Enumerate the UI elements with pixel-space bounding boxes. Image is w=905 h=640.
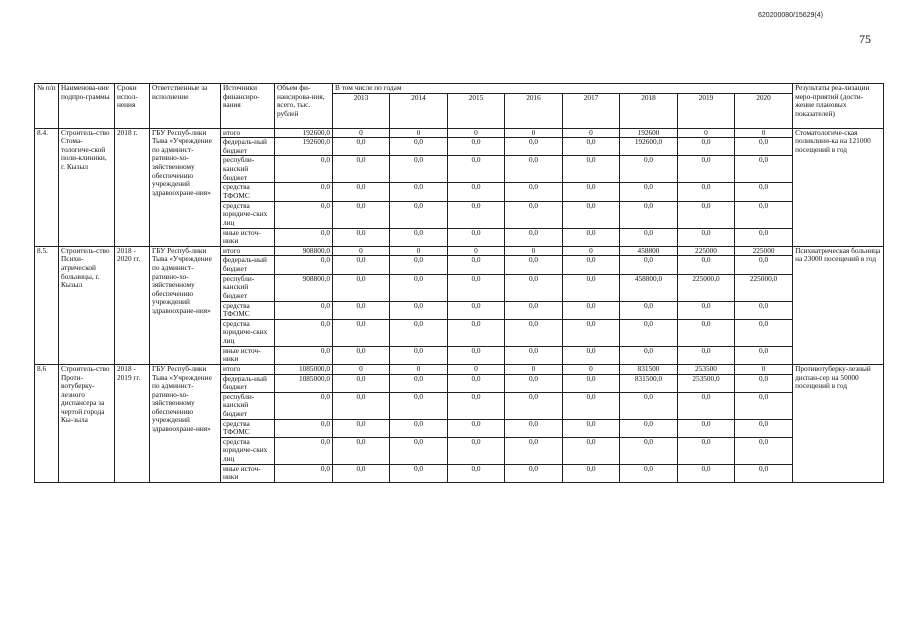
year-value: 0,0 bbox=[678, 201, 735, 228]
execution-terms: 2018 - 2019 гг. bbox=[115, 364, 150, 482]
year-value: 0,0 bbox=[505, 464, 563, 482]
table-row bbox=[35, 246, 884, 256]
entry-number: 8.6 bbox=[35, 364, 59, 482]
year-value: 253500,0 bbox=[678, 374, 735, 392]
funding-source: республи-канский бюджет bbox=[221, 274, 275, 301]
col-header-year: 2017 bbox=[563, 93, 620, 128]
year-value: 0,0 bbox=[448, 464, 505, 482]
year-value: 0,0 bbox=[333, 346, 390, 364]
year-value: 0,0 bbox=[505, 138, 563, 156]
year-value: 0 bbox=[390, 128, 448, 138]
year-value: 0,0 bbox=[563, 256, 620, 274]
year-value: 0,0 bbox=[735, 437, 793, 464]
year-value: 225000,0 bbox=[735, 274, 793, 301]
year-value: 192600 bbox=[620, 128, 678, 138]
year-value: 0,0 bbox=[390, 274, 448, 301]
year-value: 0,0 bbox=[333, 392, 390, 419]
year-value: 0,0 bbox=[735, 228, 793, 246]
year-value: 0,0 bbox=[390, 138, 448, 156]
year-value: 0,0 bbox=[735, 346, 793, 364]
col-header-result: Результаты реа-лизации меро-приятий (дости-жение плановых показателей) bbox=[793, 84, 884, 129]
responsible-party: ГБУ Респуб-лики Тыва «Учреждение по админист-ративно-хо-зяйственному обеспечению учреждений здравоохране-ния» bbox=[150, 246, 221, 364]
subprogram-name: Строитель-ство Проти-вотуберку-лезного диспансера за чертой города Кы-зыла bbox=[59, 364, 115, 482]
col-header-sources: Источники финансиро-вания bbox=[221, 84, 275, 129]
responsible-party: ГБУ Респуб-лики Тыва «Учреждение по админист-ративно-хо-зяйственному обеспечению учреждений здравоохране-ния» bbox=[150, 128, 221, 246]
total-volume: 0,0 bbox=[275, 392, 333, 419]
year-value: 0,0 bbox=[333, 228, 390, 246]
year-value: 0,0 bbox=[620, 301, 678, 319]
year-value: 192600,0 bbox=[620, 138, 678, 156]
funding-source: средства юридиче-ских лиц bbox=[221, 201, 275, 228]
year-value: 0,0 bbox=[563, 138, 620, 156]
funding-source: итого bbox=[221, 128, 275, 138]
year-value: 0 bbox=[390, 364, 448, 374]
year-value: 0,0 bbox=[448, 183, 505, 201]
total-volume: 0,0 bbox=[275, 183, 333, 201]
year-value: 0,0 bbox=[563, 228, 620, 246]
year-value: 0,0 bbox=[563, 374, 620, 392]
funding-source: федераль-ный бюджет bbox=[221, 138, 275, 156]
execution-terms: 2018 - 2020 гг. bbox=[115, 246, 150, 364]
year-value: 0,0 bbox=[505, 346, 563, 364]
year-value: 0,0 bbox=[735, 156, 793, 183]
year-value: 0,0 bbox=[735, 319, 793, 346]
year-value: 0,0 bbox=[448, 228, 505, 246]
col-header-year: 2016 bbox=[505, 93, 563, 128]
total-volume: 192600,0 bbox=[275, 138, 333, 156]
year-value: 0,0 bbox=[505, 419, 563, 437]
expected-result: Противотуберку-лезный диспан-сер на 50000 посещений в год bbox=[793, 364, 884, 482]
year-value: 0,0 bbox=[563, 419, 620, 437]
year-value: 225000 bbox=[735, 246, 793, 256]
funding-source: итого bbox=[221, 246, 275, 256]
year-value: 0,0 bbox=[678, 138, 735, 156]
year-value: 0,0 bbox=[333, 464, 390, 482]
total-volume: 1085000,0 bbox=[275, 374, 333, 392]
year-value: 831500 bbox=[620, 364, 678, 374]
year-value: 0,0 bbox=[390, 374, 448, 392]
year-value: 0,0 bbox=[678, 228, 735, 246]
execution-terms: 2018 г. bbox=[115, 128, 150, 246]
col-header-years-group: В том числе по годам bbox=[333, 84, 793, 94]
year-value: 0,0 bbox=[620, 256, 678, 274]
year-value: 0,0 bbox=[620, 437, 678, 464]
year-value: 0,0 bbox=[678, 346, 735, 364]
year-value: 0,0 bbox=[563, 274, 620, 301]
year-value: 0,0 bbox=[448, 419, 505, 437]
year-value: 0 bbox=[505, 246, 563, 256]
total-volume: 0,0 bbox=[275, 319, 333, 346]
total-volume: 0,0 bbox=[275, 437, 333, 464]
year-value: 0 bbox=[448, 364, 505, 374]
year-value: 0,0 bbox=[333, 138, 390, 156]
year-value: 225000,0 bbox=[678, 274, 735, 301]
entry-number: 8.4. bbox=[35, 128, 59, 246]
year-value: 0,0 bbox=[390, 419, 448, 437]
document-number: 620200080/15629(4) bbox=[757, 12, 823, 19]
year-value: 0,0 bbox=[563, 319, 620, 346]
year-value: 0,0 bbox=[678, 437, 735, 464]
col-header-num: № п/п bbox=[35, 84, 59, 129]
year-value: 0 bbox=[333, 128, 390, 138]
year-value: 0,0 bbox=[333, 437, 390, 464]
year-value: 0,0 bbox=[620, 319, 678, 346]
year-value: 0,0 bbox=[678, 183, 735, 201]
year-value: 0,0 bbox=[505, 319, 563, 346]
year-value: 0,0 bbox=[620, 464, 678, 482]
year-value: 0 bbox=[333, 364, 390, 374]
total-volume: 908800,0 bbox=[275, 246, 333, 256]
subprogram-name: Строитель-ство Психи-атрической больницы, г. Кызыл bbox=[59, 246, 115, 364]
year-value: 0,0 bbox=[563, 346, 620, 364]
year-value: 0,0 bbox=[390, 346, 448, 364]
year-value: 0,0 bbox=[390, 301, 448, 319]
expected-result: Стоматологиче-ская поликлини-ка на 121000 посещений в год bbox=[793, 128, 884, 246]
total-volume: 0,0 bbox=[275, 419, 333, 437]
year-value: 0,0 bbox=[678, 392, 735, 419]
financing-table bbox=[34, 83, 884, 483]
year-value: 0,0 bbox=[678, 319, 735, 346]
year-value: 0,0 bbox=[448, 138, 505, 156]
year-value: 0,0 bbox=[678, 156, 735, 183]
year-value: 0,0 bbox=[448, 346, 505, 364]
total-volume: 908800,0 bbox=[275, 274, 333, 301]
year-value: 0,0 bbox=[678, 301, 735, 319]
col-header-year: 2020 bbox=[735, 93, 793, 128]
year-value: 0,0 bbox=[505, 256, 563, 274]
year-value: 0,0 bbox=[735, 392, 793, 419]
table-row bbox=[35, 128, 884, 138]
funding-source: иные источ-ники bbox=[221, 228, 275, 246]
year-value: 0,0 bbox=[448, 437, 505, 464]
col-header-responsible: Ответственные за исполнение bbox=[150, 84, 221, 129]
year-value: 0,0 bbox=[620, 392, 678, 419]
funding-source: средства юридиче-ских лиц bbox=[221, 319, 275, 346]
col-header-year: 2013 bbox=[333, 93, 390, 128]
year-value: 0 bbox=[678, 128, 735, 138]
year-value: 0,0 bbox=[390, 156, 448, 183]
year-value: 458800 bbox=[620, 246, 678, 256]
year-value: 0,0 bbox=[333, 201, 390, 228]
year-value: 0,0 bbox=[505, 201, 563, 228]
year-value: 0,0 bbox=[390, 464, 448, 482]
year-value: 0,0 bbox=[620, 156, 678, 183]
funding-source: иные источ-ники bbox=[221, 464, 275, 482]
year-value: 0,0 bbox=[563, 437, 620, 464]
year-value: 0,0 bbox=[735, 256, 793, 274]
year-value: 0,0 bbox=[333, 183, 390, 201]
year-value: 0,0 bbox=[735, 374, 793, 392]
year-value: 0,0 bbox=[563, 156, 620, 183]
funding-source: федераль-ный бюджет bbox=[221, 374, 275, 392]
funding-source: федераль-ный бюджет bbox=[221, 256, 275, 274]
year-value: 0 bbox=[333, 246, 390, 256]
year-value: 0,0 bbox=[620, 346, 678, 364]
year-value: 0,0 bbox=[390, 228, 448, 246]
year-value: 0,0 bbox=[505, 374, 563, 392]
year-value: 0,0 bbox=[620, 183, 678, 201]
col-header-year: 2015 bbox=[448, 93, 505, 128]
funding-source: республи-канский бюджет bbox=[221, 156, 275, 183]
year-value: 0,0 bbox=[448, 256, 505, 274]
year-value: 0,0 bbox=[390, 437, 448, 464]
total-volume: 0,0 bbox=[275, 256, 333, 274]
year-value: 0,0 bbox=[735, 201, 793, 228]
year-value: 0 bbox=[563, 128, 620, 138]
col-header-volume: Объем фи-нансирова-ния, всего, тыс. рублей bbox=[275, 84, 333, 129]
total-volume: 192600,0 bbox=[275, 128, 333, 138]
col-header-name: Наименова-ние подпро-граммы bbox=[59, 84, 115, 129]
year-value: 0 bbox=[563, 246, 620, 256]
year-value: 0,0 bbox=[448, 319, 505, 346]
year-value: 0 bbox=[505, 364, 563, 374]
year-value: 0,0 bbox=[563, 392, 620, 419]
year-value: 0 bbox=[505, 128, 563, 138]
year-value: 0,0 bbox=[563, 301, 620, 319]
year-value: 0,0 bbox=[333, 274, 390, 301]
year-value: 458800,0 bbox=[620, 274, 678, 301]
year-value: 0 bbox=[735, 364, 793, 374]
year-value: 0,0 bbox=[620, 228, 678, 246]
year-value: 0,0 bbox=[735, 138, 793, 156]
year-value: 0,0 bbox=[735, 301, 793, 319]
year-value: 0,0 bbox=[505, 156, 563, 183]
year-value: 831500,0 bbox=[620, 374, 678, 392]
col-header-year: 2019 bbox=[678, 93, 735, 128]
total-volume: 0,0 bbox=[275, 201, 333, 228]
year-value: 0 bbox=[448, 128, 505, 138]
year-value: 0,0 bbox=[505, 228, 563, 246]
funding-source: итого bbox=[221, 364, 275, 374]
responsible-party: ГБУ Респуб-лики Тыва «Учреждение по админист-ративно-хо-зяйственному обеспечению учреждений здравоохране-ния» bbox=[150, 364, 221, 482]
funding-source: средства ТФОМС bbox=[221, 419, 275, 437]
year-value: 253500 bbox=[678, 364, 735, 374]
year-value: 0,0 bbox=[333, 319, 390, 346]
funding-source: республи-канский бюджет bbox=[221, 392, 275, 419]
year-value: 0,0 bbox=[448, 156, 505, 183]
year-value: 0 bbox=[390, 246, 448, 256]
total-volume: 0,0 bbox=[275, 156, 333, 183]
year-value: 0,0 bbox=[563, 183, 620, 201]
year-value: 0,0 bbox=[333, 301, 390, 319]
subprogram-name: Строитель-ство Стома-тологиче-ской поли-клиники, г. Кызыл bbox=[59, 128, 115, 246]
funding-source: иные источ-ники bbox=[221, 346, 275, 364]
year-value: 225000 bbox=[678, 246, 735, 256]
year-value: 0,0 bbox=[678, 464, 735, 482]
year-value: 0,0 bbox=[448, 301, 505, 319]
year-value: 0,0 bbox=[333, 374, 390, 392]
col-header-year: 2014 bbox=[390, 93, 448, 128]
year-value: 0,0 bbox=[563, 464, 620, 482]
year-value: 0 bbox=[735, 128, 793, 138]
year-value: 0,0 bbox=[333, 419, 390, 437]
year-value: 0,0 bbox=[735, 464, 793, 482]
total-volume: 0,0 bbox=[275, 464, 333, 482]
funding-source: средства ТФОМС bbox=[221, 183, 275, 201]
col-header-year: 2018 bbox=[620, 93, 678, 128]
year-value: 0 bbox=[448, 246, 505, 256]
year-value: 0,0 bbox=[735, 419, 793, 437]
year-value: 0,0 bbox=[505, 392, 563, 419]
year-value: 0,0 bbox=[448, 392, 505, 419]
expected-result: Психиатрическая больница на 23000 посещений в год bbox=[793, 246, 884, 364]
year-value: 0,0 bbox=[448, 274, 505, 301]
year-value: 0,0 bbox=[505, 301, 563, 319]
year-value: 0,0 bbox=[390, 319, 448, 346]
year-value: 0,0 bbox=[505, 274, 563, 301]
table-row bbox=[35, 364, 884, 374]
year-value: 0,0 bbox=[390, 256, 448, 274]
year-value: 0,0 bbox=[735, 183, 793, 201]
entry-number: 8.5. bbox=[35, 246, 59, 364]
year-value: 0,0 bbox=[333, 256, 390, 274]
total-volume: 1085000,0 bbox=[275, 364, 333, 374]
col-header-terms: Сроки испол-нения bbox=[115, 84, 150, 129]
year-value: 0,0 bbox=[390, 392, 448, 419]
year-value: 0,0 bbox=[448, 374, 505, 392]
total-volume: 0,0 bbox=[275, 346, 333, 364]
page-number: 75 bbox=[859, 32, 871, 46]
year-value: 0,0 bbox=[448, 201, 505, 228]
year-value: 0,0 bbox=[678, 256, 735, 274]
funding-source: средства ТФОМС bbox=[221, 301, 275, 319]
funding-source: средства юридиче-ских лиц bbox=[221, 437, 275, 464]
year-value: 0,0 bbox=[333, 156, 390, 183]
year-value: 0,0 bbox=[505, 183, 563, 201]
year-value: 0,0 bbox=[620, 201, 678, 228]
header-row bbox=[35, 84, 884, 94]
year-value: 0,0 bbox=[390, 201, 448, 228]
year-value: 0,0 bbox=[678, 419, 735, 437]
total-volume: 0,0 bbox=[275, 228, 333, 246]
year-value: 0 bbox=[563, 364, 620, 374]
total-volume: 0,0 bbox=[275, 301, 333, 319]
year-value: 0,0 bbox=[390, 183, 448, 201]
year-value: 0,0 bbox=[620, 419, 678, 437]
year-value: 0,0 bbox=[505, 437, 563, 464]
year-value: 0,0 bbox=[563, 201, 620, 228]
